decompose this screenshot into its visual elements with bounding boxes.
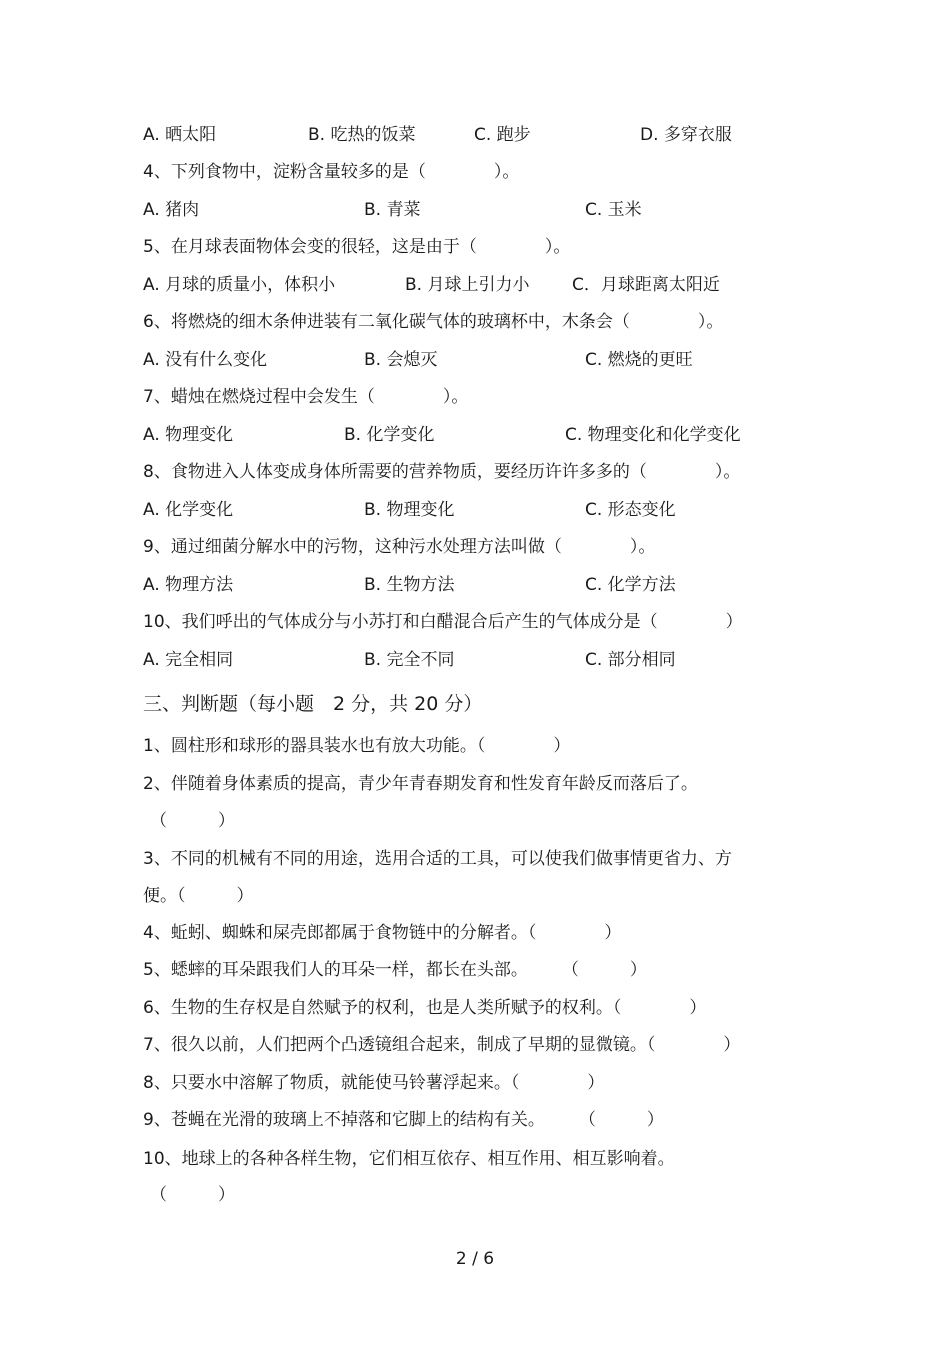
q4-option-b: B. 青菜 <box>364 200 421 220</box>
q7-option-a: A. 物理变化 <box>143 425 234 445</box>
option-d: D. 多穿衣服 <box>640 125 732 145</box>
q8-option-a: A. 化学变化 <box>143 500 234 520</box>
judge-line-10-blank: （ ） <box>150 1185 235 1205</box>
judge-line-2-blank: （ ） <box>150 811 235 831</box>
judge-line-5: 5、蟋蟀的耳朵跟我们人的耳朵一样，都长在头部。 （ ） <box>143 960 647 980</box>
judge-line-8: 8、只要水中溶解了物质，就能使马铃薯浮起来。（ ） <box>143 1073 605 1093</box>
q10-option-c: C. 部分相同 <box>585 650 676 670</box>
section-title: 三、判断题（每小题 2 分，共 20 分） <box>143 693 483 715</box>
judge-line-1: 1、圆柱形和球形的器具装水也有放大功能。（ ） <box>143 736 571 756</box>
q9-option-c: C. 化学方法 <box>585 575 676 595</box>
question-4: 4、下列食物中，淀粉含量较多的是（ ）。 <box>143 162 520 182</box>
q6-option-b: B. 会熄灭 <box>364 350 438 370</box>
q4-option-c: C. 玉米 <box>585 200 642 220</box>
q10-option-b: B. 完全不同 <box>364 650 455 670</box>
judge-line-7: 7、很久以前，人们把两个凸透镜组合起来，制成了早期的显微镜。（ ） <box>143 1035 741 1055</box>
question-10: 10、我们呼出的气体成分与小苏打和白醋混合后产生的气体成分是（ ） <box>143 612 743 632</box>
question-7: 7、蜡烛在燃烧过程中会发生（ ）。 <box>143 387 469 407</box>
q5-option-a: A. 月球的质量小，体积小 <box>143 275 336 295</box>
judge-line-3: 3、不同的机械有不同的用途，选用合适的工具，可以使我们做事情更省力、方 <box>143 849 732 869</box>
q9-option-b: B. 生物方法 <box>364 575 455 595</box>
question-8: 8、食物进入人体变成身体所需要的营养物质，要经历许许多多的（ ）。 <box>143 462 741 482</box>
judge-line-10: 10、地球上的各种各样生物，它们相互依存、相互作用、相互影响着。 <box>143 1149 675 1169</box>
q6-option-c: C. 燃烧的更旺 <box>585 350 693 370</box>
question-9: 9、通过细菌分解水中的污物，这种污水处理方法叫做（ ）。 <box>143 537 656 557</box>
option-b: B. 吃热的饭菜 <box>308 125 416 145</box>
q7-option-b: B. 化学变化 <box>344 425 435 445</box>
question-6: 6、将燃烧的细木条伸进装有二氧化碳气体的玻璃杯中，木条会（ ）。 <box>143 312 724 332</box>
judge-line-3-cont: 便。（ ） <box>143 886 254 906</box>
q10-option-a: A. 完全相同 <box>143 650 234 670</box>
q5-option-b: B. 月球上引力小 <box>405 275 530 295</box>
q9-option-a: A. 物理方法 <box>143 575 234 595</box>
judge-line-6: 6、生物的生存权是自然赋予的权利，也是人类所赋予的权利。（ ） <box>143 998 707 1018</box>
judge-line-4: 4、蚯蚓、蜘蛛和屎壳郎都属于食物链中的分解者。（ ） <box>143 923 622 943</box>
question-5: 5、在月球表面物体会变的很轻，这是由于（ ）。 <box>143 237 571 257</box>
q8-option-c: C. 形态变化 <box>585 500 676 520</box>
judge-line-9: 9、苍蝇在光滑的玻璃上不掉落和它脚上的结构有关。 （ ） <box>143 1110 664 1130</box>
q6-option-a: A. 没有什么变化 <box>143 350 268 370</box>
judge-line-2: 2、伴随着身体素质的提高，青少年青春期发育和性发育年龄反而落后了。 <box>143 774 698 794</box>
q8-option-b: B. 物理变化 <box>364 500 455 520</box>
page-number: 2 / 6 <box>455 1249 495 1269</box>
q5-option-c: C．月球距离太阳近 <box>572 275 720 295</box>
q7-option-c: C. 物理变化和化学变化 <box>565 425 741 445</box>
q4-option-a: A. 猪肉 <box>143 200 200 220</box>
option-a: A. 晒太阳 <box>143 125 217 145</box>
option-c: C. 跑步 <box>474 125 531 145</box>
